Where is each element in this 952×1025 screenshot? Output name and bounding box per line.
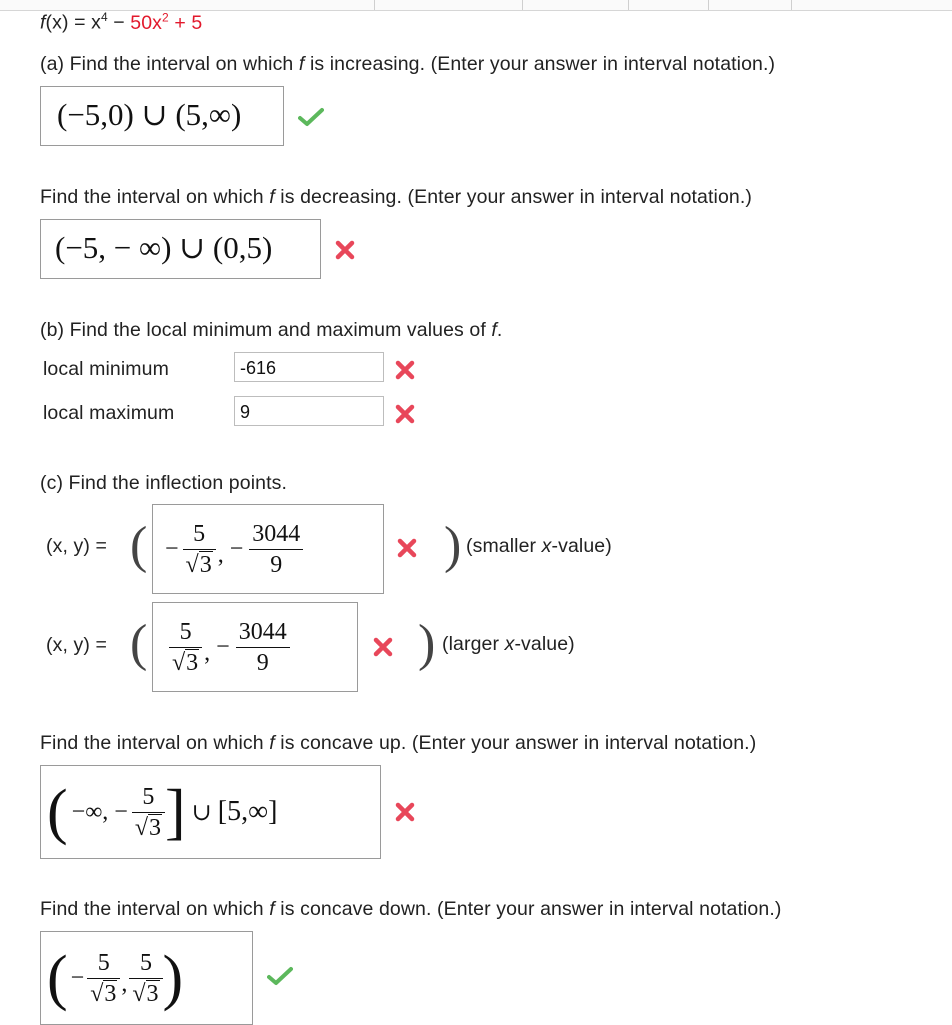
local-max-label: local maximum xyxy=(43,402,175,424)
concave-down-answer: ( − $\frac{5}{√3}$ , $\frac{5}{√3}$ ) xyxy=(47,944,184,1012)
local-max-input[interactable]: 9 xyxy=(234,396,384,426)
inflection-prompt: (c) Find the inflection points. xyxy=(40,472,287,494)
inflection-point-2-box[interactable] xyxy=(152,602,358,692)
correct-check-icon xyxy=(298,107,324,127)
local-min-label: local minimum xyxy=(43,358,169,380)
increasing-prompt: (a) Find the interval on which f is increasing. (Enter your answer in interval notation.) xyxy=(40,53,776,75)
decreasing-prompt: Find the interval on which f is decreasing. (Enter your answer in interval notation.) xyxy=(40,186,752,208)
incorrect-x-icon xyxy=(395,360,415,380)
concave-down-prompt: Find the interval on which f is concave down. (Enter your answer in interval notation.) xyxy=(40,898,782,920)
incorrect-x-icon xyxy=(395,404,415,424)
inflection-point-2: $\frac{5}{√3}$ , − $\frac{3044}{9}$ xyxy=(169,611,290,683)
open-paren: ( xyxy=(130,517,148,574)
inflection-point-1: − $\frac{5}{√3}$ , − $\frac{3044}{9}$ xyxy=(165,513,303,585)
inflection-point-1-box[interactable] xyxy=(152,504,384,594)
increasing-answer: (−5,0) ∪ (5,∞) xyxy=(57,97,242,132)
xy-label: (x, y) = xyxy=(46,634,107,656)
concave-down-answer-box[interactable] xyxy=(40,931,253,1025)
incorrect-x-icon xyxy=(395,802,415,822)
correct-check-icon xyxy=(267,966,293,986)
concave-up-prompt: Find the interval on which f is concave up. (Enter your answer in interval notation.) xyxy=(40,732,757,754)
local-extrema-prompt: (b) Find the local minimum and maximum values of f. xyxy=(40,319,503,341)
close-paren: ) xyxy=(444,517,462,574)
open-paren: ( xyxy=(130,615,148,672)
incorrect-x-icon xyxy=(373,637,393,657)
smaller-x-note: (smaller x-value) xyxy=(466,535,612,557)
incorrect-x-icon xyxy=(335,240,355,260)
local-min-input[interactable]: -616 xyxy=(234,352,384,382)
close-paren: ) xyxy=(418,615,436,672)
xy-label: (x, y) = xyxy=(46,535,107,557)
concave-up-answer: ( −∞, − $\frac{5}{√3}$ ] ∪ [5,∞] xyxy=(47,778,278,846)
concave-up-answer-box[interactable] xyxy=(40,765,381,859)
function-definition: $f(x) = x^4 - 50x^2 + 5$ xyxy=(40,10,203,34)
increasing-answer-box[interactable] xyxy=(40,86,284,146)
decreasing-answer: (−5, − ∞) ∪ (0,5) xyxy=(55,230,273,265)
incorrect-x-icon xyxy=(397,538,417,558)
decreasing-answer-box[interactable] xyxy=(40,219,321,279)
larger-x-note: (larger x-value) xyxy=(442,633,575,655)
